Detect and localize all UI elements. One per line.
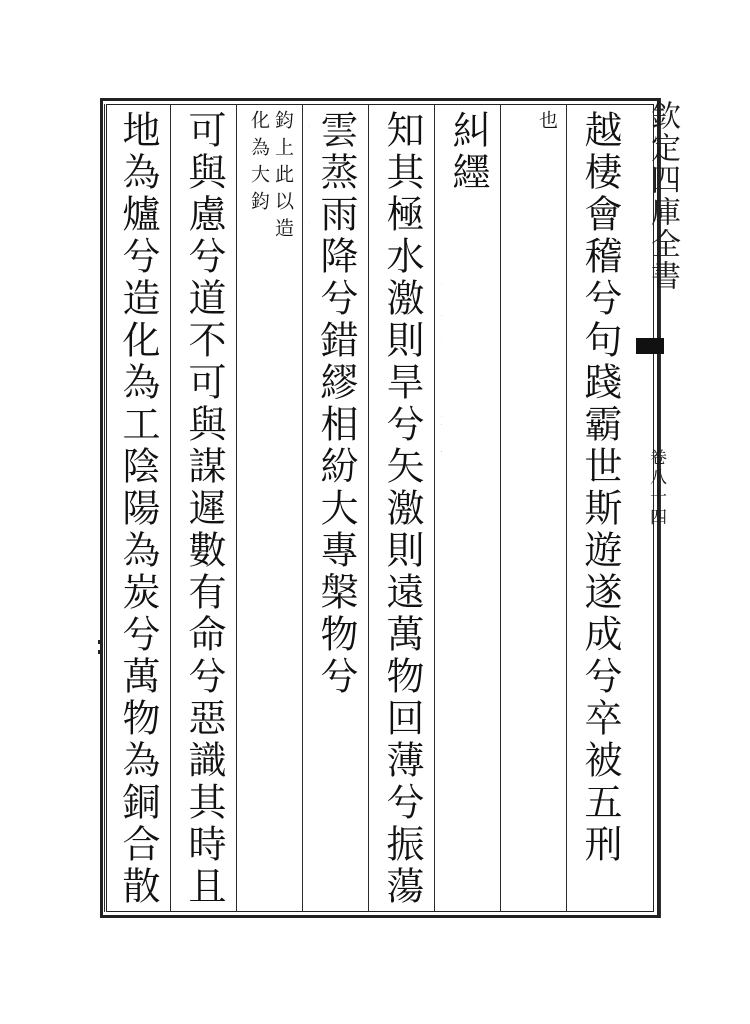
column-rule (170, 104, 171, 912)
column-rule (566, 104, 567, 912)
commentary-note (309, 110, 311, 320)
main-text: 可與慮兮道不可與謀遲數有命兮惡識其時且 (182, 110, 226, 908)
commentary-note: 鈞上此以造化為大鈞 (248, 110, 294, 245)
commentary-note: 也 (536, 110, 558, 137)
ink-dot (98, 650, 102, 654)
main-text: 知其極水激則旱兮矢激則遠萬物回薄兮振蕩 (380, 110, 424, 908)
text-column (111, 110, 163, 910)
margin-book-title: 欽定四庫全書 (645, 100, 680, 292)
column-rule (434, 104, 435, 912)
text-column (441, 110, 493, 910)
fishtail-mark (636, 338, 664, 354)
text-column (507, 110, 559, 910)
commentary-note (441, 110, 443, 500)
column-rule (302, 104, 303, 912)
column-rule (104, 104, 105, 912)
text-column (309, 110, 361, 910)
text-column (177, 110, 229, 910)
main-text: 地為爐兮造化為工陰陽為炭兮萬物為銅合散 (116, 110, 160, 908)
text-column (243, 110, 295, 910)
text-column (375, 110, 427, 910)
margin-chapter-number: 卷八十四 (646, 448, 666, 528)
column-rule (368, 104, 369, 912)
ink-dot (98, 640, 102, 644)
commentary-note (573, 110, 575, 200)
text-column (573, 110, 625, 910)
main-text: 越棲會稽兮句踐霸世斯遊遂成兮卒被五刑 (578, 110, 622, 866)
column-rule (236, 104, 237, 912)
main-text: 雲蒸雨降兮錯繆相紛大專槃物兮 (314, 110, 358, 698)
column-rule (500, 104, 501, 912)
main-text: 糾纆 (446, 110, 490, 194)
